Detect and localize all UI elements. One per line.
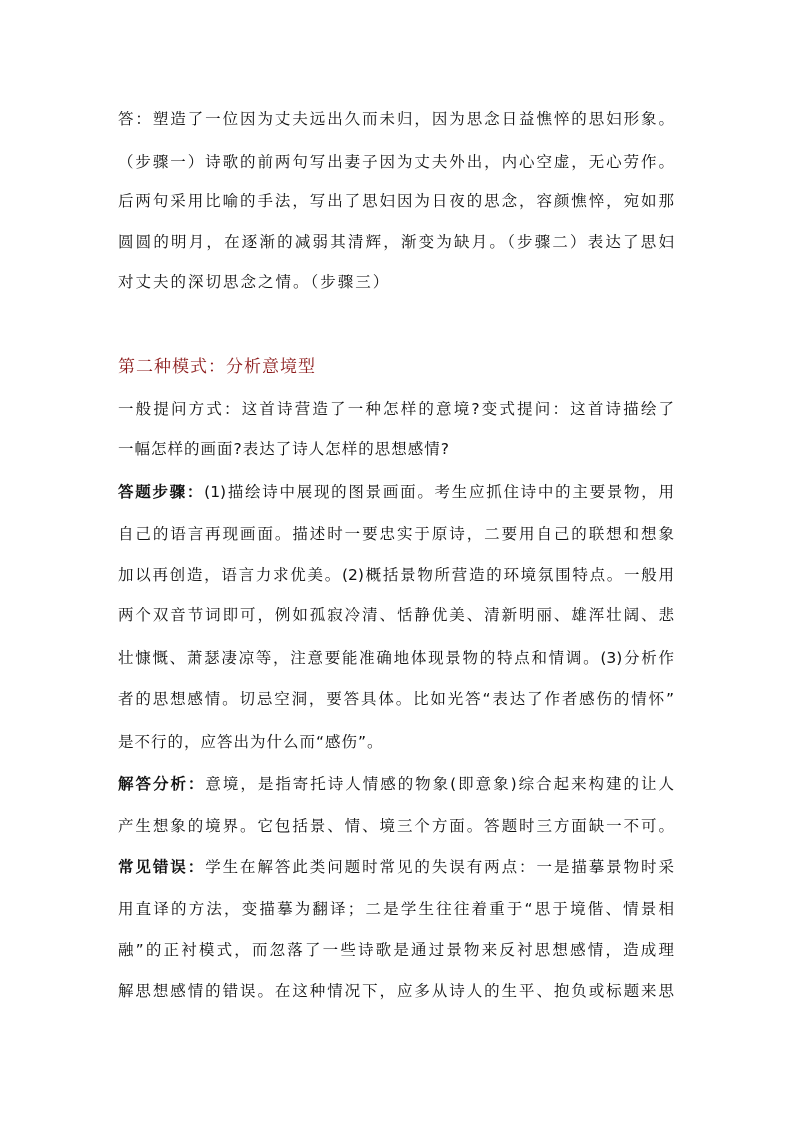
errors-line-4: 解思想感情的错误。在这种情况下，应多从诗人的生平、抱负或标题来思 xyxy=(118,982,674,1000)
errors-line-3: 融”的正衬模式，而忽落了一些诗歌是通过景物来反衬思想感情，造成理 xyxy=(118,941,674,959)
analysis-text: 意境，是指寄托诗人情感的物象(即意象)综合起来构建的让人 xyxy=(205,775,674,793)
steps-label: 答题步骤： xyxy=(118,483,205,501)
steps-line-4: 两个双音节词即可，例如孤寂冷清、恬静优美、清新明丽、雄浑壮阔、悲 xyxy=(118,606,674,624)
answer-line-5: 对丈夫的深切思念之情。（步骤三） xyxy=(118,273,391,291)
question-line-1: 一般提问方式：这首诗营造了一种怎样的意境?变式提问：这首诗描绘了 xyxy=(118,400,674,418)
answer-line-3: 后两句采用比喻的手法，写出了思妇因为日夜的思念，容颜憔悴，宛如那 xyxy=(118,192,674,210)
steps-line-5: 壮慷慨、萧瑟凄凉等，注意要能准确地体现景物的特点和情调。(3)分析作 xyxy=(118,649,674,667)
steps-line-1 xyxy=(118,482,674,502)
analysis-label: 解答分析： xyxy=(118,775,206,793)
answer-line-4: 圆圆的明月，在逐渐的减弱其清辉，渐变为缺月。（步骤二）表达了思妇 xyxy=(118,233,674,251)
errors-text: 学生在解答此类问题时常见的失误有两点：一是描摹景物时采 xyxy=(205,858,674,876)
steps-line-7: 是不行的，应答出为什么而“感伤”。 xyxy=(118,733,384,751)
analysis-line-1 xyxy=(118,774,674,794)
errors-line-2: 用直译的方法，变描摹为翻译；二是学生往往着重于“思于境偕、情景相 xyxy=(118,900,674,918)
analysis-line-2: 产生想象的境界。它包括景、情、境三个方面。答题时三方面缺一不可。 xyxy=(118,817,674,835)
question-line-2: 一幅怎样的画面?表达了诗人怎样的思想感情? xyxy=(118,440,450,458)
errors-line-1 xyxy=(118,857,674,877)
answer-line-2: （步骤一）诗歌的前两句写出妻子因为丈夫外出，内心空虚，无心劳作。 xyxy=(118,153,674,171)
errors-label: 常见错误： xyxy=(118,858,206,876)
steps-line-6: 者的思想感情。切忌空洞，要答具体。比如光答“表达了作者感伤的情怀” xyxy=(118,690,674,708)
steps-text: (1)描绘诗中展现的图景画面。考生应抓住诗中的主要景物，用 xyxy=(204,483,674,501)
steps-line-2: 自己的语言再现画面。描述时一要忠实于原诗，二要用自己的联想和想象 xyxy=(118,525,674,543)
answer-line-1: 答：塑造了一位因为丈夫远出久而未归，因为思念日益憔悴的思妇形象。 xyxy=(118,110,674,128)
section-heading: 第二种模式：分析意境型 xyxy=(118,357,316,377)
steps-line-3: 加以再创造，语言力求优美。(2)概括景物所营造的环境氛围特点。一般用 xyxy=(118,566,674,584)
